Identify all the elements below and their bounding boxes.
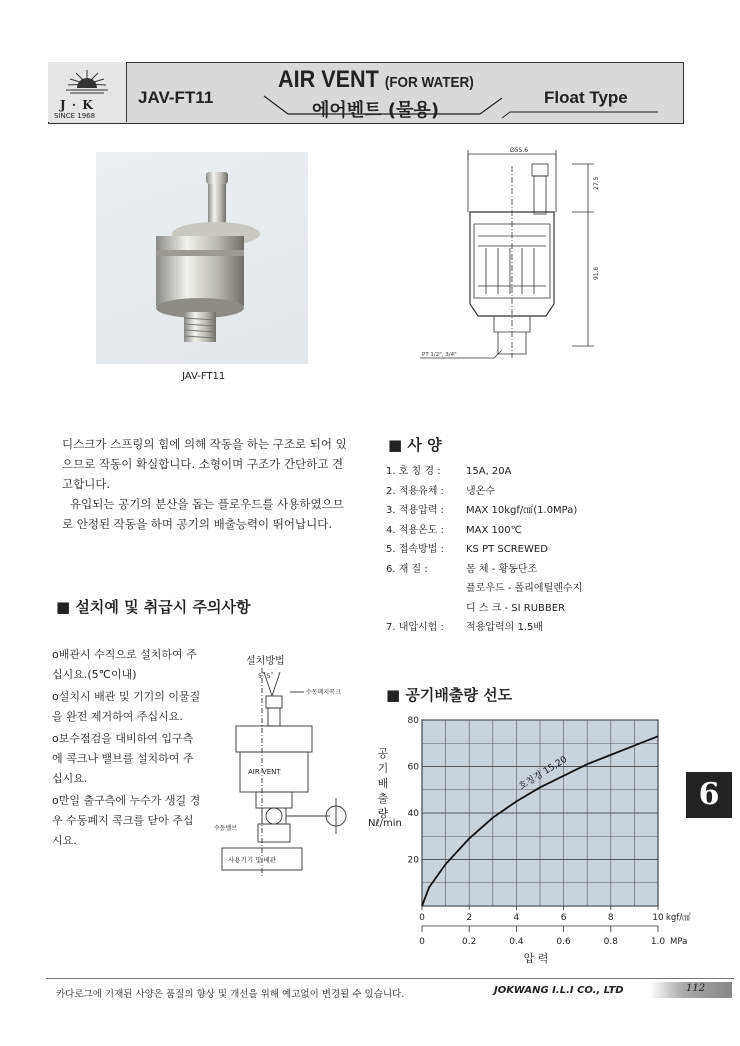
spec-value: 디 스 크 - SI RUBBER (466, 602, 566, 614)
spec-value: 15A, 20A (466, 466, 512, 477)
install-note: o배관시 수직으로 설치하여 주십시요.(5℃이내) (52, 648, 197, 681)
spec-value: MAX 100℃ (466, 524, 522, 536)
chart-mpa-tick: 0.4 (509, 937, 524, 947)
chart-y-tick: 60 (407, 762, 419, 773)
specs-heading: ■ 사 양 (388, 436, 442, 454)
section-tab: 6 (686, 772, 732, 818)
dim-total: 91.6 (593, 266, 600, 280)
description-p2: 유입되는 공기의 분산을 돕는 플로우드를 사용하였으므로 안정된 작동을 하며 공기의 배출능력이 뛰어납니다. (62, 497, 344, 531)
spec-label: 2. 적용유체 : (386, 485, 444, 497)
type-underline (500, 110, 660, 120)
body-label: AIR VENT (248, 768, 281, 776)
air-vent-photo-icon (96, 152, 308, 364)
chart-mpa-tick: 0.2 (462, 937, 477, 947)
spec-label: 5. 접속방법 : (386, 544, 444, 555)
base-label: 사용기기 및 배관 (228, 856, 277, 864)
logo-text: J · K (60, 98, 94, 112)
install-note: o만일 출구측에 누수가 생길 경우 수동폐지 콕크를 닫아 주십시요. (52, 794, 201, 847)
cock-label: 수동폐지콕크 (306, 689, 341, 696)
spec-row (386, 501, 582, 521)
footer-divider (46, 978, 734, 979)
install-diagram (212, 648, 362, 884)
chart-xlabel: 압 력 (523, 952, 549, 965)
chart-y-tick: 20 (407, 855, 419, 866)
chart-y-tick: 40 (407, 809, 419, 819)
spec-value: KS PT SCREWED (466, 544, 548, 555)
chart-x-tick: 0 (419, 913, 425, 923)
spec-row (386, 462, 582, 482)
spec-row (386, 482, 582, 502)
spec-row (386, 618, 582, 638)
description-p1: 디스크가 스프링의 힘에 의해 작동을 하는 구조로 되어 있으므로 작동이 확실합니다. 소형이며 구조가 간단하고 견고합니다. (62, 437, 347, 491)
diagram-title: 설치방법 (246, 656, 285, 667)
chart-x-tick: 10 (652, 913, 664, 923)
spec-label: 4. 적용온도 : (386, 524, 444, 536)
chart-mpa-tick: 0 (419, 937, 425, 947)
spec-row (386, 599, 582, 619)
logo-since: SINCE 1968 (54, 112, 96, 120)
chart-x-tick: 2 (466, 913, 473, 923)
chart-mpa-tick: 1.0 (650, 937, 666, 947)
angle-label: 5˚ 5˚ (258, 673, 274, 680)
spec-row (386, 579, 582, 599)
spec-row (386, 521, 582, 541)
spec-label: 7. 내압시험 : (386, 622, 444, 633)
install-note: o설치시 배관 및 기기의 이물질을 완전 제거하여 주십시요. (52, 690, 201, 723)
chart-x-unit: kgf/㎠ (666, 913, 691, 923)
spec-value: 몸 체 - 황동단조 (466, 563, 538, 575)
page-number: 112 (686, 983, 706, 994)
chart-mpa-tick: 0.8 (603, 937, 618, 947)
product-type: Float Type (544, 88, 628, 107)
chart-x-tick: 6 (560, 913, 567, 923)
page-subtitle: 에어벤트 (물용) (312, 100, 440, 121)
chart-x-tick: 4 (513, 913, 520, 923)
spec-value: 플로우드 - 폴리에틸렌수지 (466, 583, 583, 594)
spec-value: MAX 10kgf/㎠(1.0MPa) (466, 505, 578, 516)
dim-top: Ø55.6 (510, 147, 529, 154)
air-discharge-chart (400, 712, 700, 972)
description (62, 434, 352, 534)
install-notes (52, 645, 202, 853)
specs-list (386, 462, 582, 638)
dim-upper: 27.5 (593, 176, 600, 190)
footer-notice: 카다로그에 기재된 사양은 품질의 향상 및 개선을 위해 예고없이 변경될 수 있습니다. (56, 989, 405, 1000)
spec-row (386, 560, 582, 580)
spec-label: 6. 재 질 : (386, 563, 428, 575)
chart-y-tick: 80 (407, 716, 419, 726)
dimension-drawing (412, 146, 612, 368)
install-note: o보수점검을 대비하여 입구측에 콕크나 밸브를 설치하여 주십시요. (52, 732, 194, 785)
sun-logo-icon (48, 62, 126, 102)
chart-ylabel: 공기배출량 (377, 747, 389, 820)
chart-heading: ■ 공기배출량 선도 (386, 686, 513, 704)
model-name: JAV-FT11 (138, 88, 214, 107)
product-photo (96, 152, 308, 364)
chart-yunit: Nℓ/min (368, 818, 402, 829)
chart-x-tick: 8 (607, 913, 614, 923)
page-title: AIR VENT (FOR WATER) (278, 66, 474, 93)
spec-value: 냉온수 (466, 485, 495, 497)
photo-caption: JAV-FT11 (182, 371, 226, 382)
valve-label: 수동밸브 (214, 825, 238, 832)
spec-value: 적용압력의 1.5배 (466, 622, 544, 633)
chart-mpa-tick: 0.6 (556, 937, 571, 947)
spec-label: 1. 호 칭 경 : (386, 466, 441, 477)
spec-row (386, 540, 582, 560)
chart-x-unit-mpa: MPa (670, 937, 688, 947)
install-heading: ■ 설치예 및 취급시 주의사항 (56, 598, 251, 616)
company-name: JOKWANG I.L.I CO., LTD (494, 985, 624, 996)
spec-label: 3. 적용압력 : (386, 505, 444, 516)
chart-series-label: 호칭경 15,20 (517, 754, 570, 793)
thread-label: PT 1/2", 3/4" (422, 352, 457, 358)
